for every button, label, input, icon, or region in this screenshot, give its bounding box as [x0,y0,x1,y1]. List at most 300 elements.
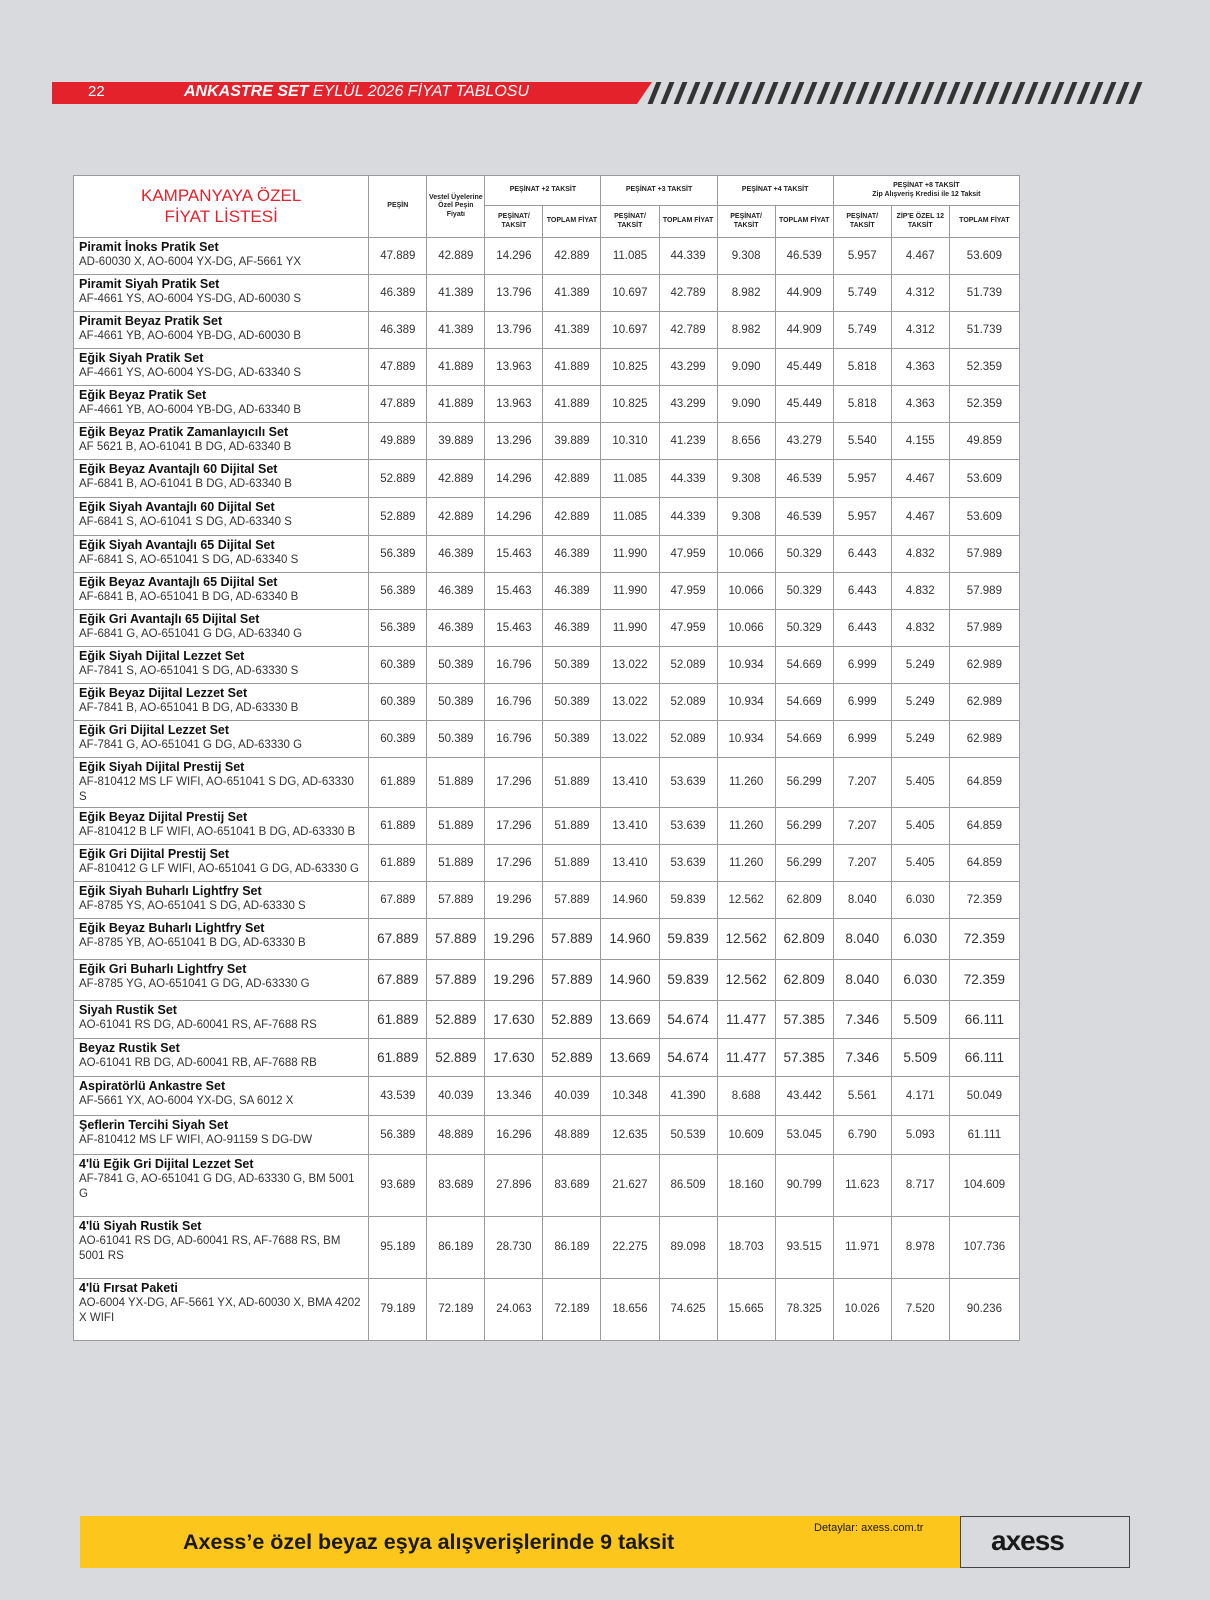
price-cell: 10.066 [717,610,775,647]
price-cell: 4.312 [891,275,949,312]
product-name: Eğik Siyah Avantajlı 65 Dijital Set [79,538,275,552]
price-cell: 53.639 [659,807,717,844]
price-cell: 44.339 [659,460,717,498]
price-cell: 12.562 [717,881,775,918]
product-codes: AO-6004 YX-DG, AF-5661 YX, AD-60030 X, BMA 4202 X WIFI [79,1296,361,1324]
price-cell: 4.171 [891,1076,949,1115]
price-cell: 61.111 [949,1115,1019,1154]
product-codes: AF-4661 YS, AO-6004 YS-DG, AD-60030 S [79,293,302,305]
price-cell: 5.957 [833,238,891,275]
price-cell: 50.329 [775,536,833,573]
price-cell: 46.389 [427,573,485,610]
product-name: Eğik Siyah Pratik Set [79,351,204,365]
product-codes: AF-7841 S, AO-651041 S DG, AD-63330 S [79,665,299,677]
price-cell: 12.562 [717,959,775,1000]
price-cell: 6.443 [833,610,891,647]
product-name: Eğik Siyah Buharlı Lightfry Set [79,883,262,898]
price-cell: 60.389 [369,647,427,684]
col-header-pesin: PEŞİN [369,176,427,238]
price-cell: 6.030 [891,959,949,1000]
price-cell: 18.656 [601,1278,659,1340]
price-cell: 14.296 [485,238,543,275]
product-cell [74,349,369,386]
product-codes: AF-7841 G, AO-651041 G DG, AD-63330 G, BM 5001 G [79,1172,355,1200]
table-row [74,423,1020,460]
product-cell [74,1038,369,1076]
price-cell: 67.889 [369,881,427,918]
price-cell: 11.085 [601,238,659,275]
product-name: Eğik Beyaz Pratik Zamanlayıcılı Set [79,425,289,439]
price-cell: 14.960 [601,881,659,918]
price-cell: 6.999 [833,647,891,684]
price-cell: 17.630 [485,1038,543,1076]
product-cell [74,573,369,610]
price-cell: 46.389 [543,573,601,610]
price-cell: 5.509 [891,1000,949,1038]
price-cell: 5.249 [891,647,949,684]
product-cell [74,460,369,498]
table-row [74,536,1020,573]
price-cell: 51.739 [949,312,1019,349]
header-stripes [652,82,1138,104]
group-header-8-line2: Zip Alışveriş Kredisi ile 12 Taksit [872,190,981,198]
price-cell: 17.630 [485,1000,543,1038]
price-cell: 52.889 [369,460,427,498]
price-cell: 42.889 [543,460,601,498]
price-cell: 7.520 [891,1278,949,1340]
price-cell: 13.022 [601,721,659,758]
header-stripe [765,82,779,104]
price-cell: 5.509 [891,1038,949,1076]
price-cell: 62.989 [949,721,1019,758]
promo-banner-text: Axess’e özel beyaz eşya alışverişlerinde 9 taksit [183,1530,675,1554]
price-cell: 59.839 [659,959,717,1000]
price-cell: 83.689 [543,1154,601,1216]
price-cell: 16.296 [485,1115,543,1154]
price-cell: 41.889 [427,386,485,423]
sub-header-toplam: TOPLAM FİYAT [659,206,717,238]
price-cell: 13.022 [601,684,659,721]
header-stripe [1116,82,1130,104]
price-cell: 53.609 [949,238,1019,275]
price-cell: 7.346 [833,1038,891,1076]
price-cell: 50.049 [949,1076,1019,1115]
price-cell: 11.085 [601,498,659,536]
price-cell: 5.405 [891,758,949,808]
price-cell: 48.889 [427,1115,485,1154]
price-cell: 13.796 [485,312,543,349]
product-codes: AF-4661 YS, AO-6004 YS-DG, AD-63340 S [79,367,302,379]
price-cell: 49.889 [369,423,427,460]
price-cell: 19.296 [485,918,543,959]
price-cell: 13.963 [485,349,543,386]
price-cell: 53.045 [775,1115,833,1154]
price-cell: 5.249 [891,684,949,721]
price-cell: 46.539 [775,238,833,275]
price-cell: 17.296 [485,758,543,808]
price-cell: 52.089 [659,647,717,684]
price-cell: 5.540 [833,423,891,460]
product-codes: AF-810412 B LF WIFI, AO-651041 B DG, AD-63330 B [79,825,356,838]
price-cell: 5.405 [891,844,949,881]
product-codes: AF-8785 YS, AO-651041 S DG, AD-63330 S [79,899,306,912]
price-cell: 57.989 [949,610,1019,647]
price-cell: 8.040 [833,881,891,918]
price-cell: 56.389 [369,1115,427,1154]
promo-banner [80,1516,960,1568]
price-cell: 46.389 [369,275,427,312]
price-cell: 57.385 [775,1000,833,1038]
product-cell [74,1076,369,1115]
price-cell: 56.299 [775,807,833,844]
price-cell: 10.697 [601,312,659,349]
price-cell: 9.308 [717,498,775,536]
price-cell: 11.623 [833,1154,891,1216]
price-cell: 52.889 [427,1038,485,1076]
price-cell: 54.669 [775,684,833,721]
price-cell: 11.990 [601,573,659,610]
price-cell: 13.296 [485,423,543,460]
price-cell: 8.982 [717,312,775,349]
price-cell: 5.749 [833,312,891,349]
product-codes: AF-810412 G LF WIFI, AO-651041 G DG, AD-63330 G [79,862,359,875]
price-cell: 10.697 [601,275,659,312]
price-cell: 9.308 [717,460,775,498]
header-stripe [739,82,753,104]
price-cell: 51.889 [543,758,601,808]
price-cell: 40.039 [427,1076,485,1115]
price-cell: 51.889 [427,807,485,844]
header-stripe [882,82,896,104]
price-cell: 40.039 [543,1076,601,1115]
price-cell: 16.796 [485,721,543,758]
price-cell: 56.299 [775,844,833,881]
price-cell: 41.389 [543,312,601,349]
price-cell: 6.030 [891,918,949,959]
header-stripe [960,82,974,104]
price-cell: 22.275 [601,1216,659,1278]
price-cell: 5.561 [833,1076,891,1115]
product-cell [74,721,369,758]
price-cell: 60.389 [369,721,427,758]
price-cell: 41.389 [543,275,601,312]
sub-header-pesinat: PEŞİNAT/ TAKSİT [717,206,775,238]
table-row [74,498,1020,536]
sub-header-pesinat: PEŞİNAT/ TAKSİT [485,206,543,238]
price-cell: 72.359 [949,881,1019,918]
product-cell [74,1115,369,1154]
product-cell [74,610,369,647]
product-codes: AF-810412 MS LF WIFI, AO-91159 S DG-DW [79,1133,313,1146]
price-cell: 45.449 [775,349,833,386]
price-cell: 9.308 [717,238,775,275]
price-cell: 42.889 [543,498,601,536]
price-cell: 15.463 [485,536,543,573]
price-cell: 64.859 [949,844,1019,881]
price-cell: 42.789 [659,312,717,349]
price-cell: 46.389 [543,536,601,573]
price-cell: 61.889 [369,758,427,808]
price-cell: 62.809 [775,918,833,959]
price-cell: 11.085 [601,460,659,498]
table-row [74,275,1020,312]
price-cell: 54.674 [659,1038,717,1076]
price-cell: 90.799 [775,1154,833,1216]
price-cell: 14.960 [601,918,659,959]
price-cell: 4.467 [891,498,949,536]
price-cell: 83.689 [427,1154,485,1216]
page-title [184,83,529,101]
sub-header-toplam: TOPLAM FİYAT [775,206,833,238]
product-cell [74,758,369,808]
price-cell: 86.189 [427,1216,485,1278]
table-row [74,844,1020,881]
product-name: Eğik Beyaz Dijital Lezzet Set [79,686,248,700]
price-table-body [74,238,1020,1341]
price-cell: 61.889 [369,1038,427,1076]
product-name: Piramit İnoks Pratik Set [79,240,219,254]
price-cell: 13.410 [601,758,659,808]
price-cell: 41.390 [659,1076,717,1115]
header-stripe [817,82,831,104]
product-cell [74,312,369,349]
price-cell: 17.296 [485,807,543,844]
price-cell: 18.703 [717,1216,775,1278]
price-cell: 56.389 [369,536,427,573]
price-cell: 28.730 [485,1216,543,1278]
price-cell: 46.539 [775,460,833,498]
product-cell [74,1154,369,1216]
price-cell: 43.442 [775,1076,833,1115]
table-row [74,1076,1020,1115]
price-cell: 90.236 [949,1278,1019,1340]
table-row [74,918,1020,959]
page-number: 22 [88,83,105,100]
price-cell: 47.889 [369,349,427,386]
price-cell: 10.825 [601,349,659,386]
product-name: Eğik Beyaz Buharlı Lightfry Set [79,920,265,935]
header-stripe [713,82,727,104]
price-cell: 5.818 [833,349,891,386]
price-cell: 52.889 [543,1000,601,1038]
product-name: Eğik Beyaz Dijital Prestij Set [79,809,248,824]
price-cell: 41.389 [427,312,485,349]
product-codes: AF-4661 YB, AO-6004 YB-DG, AD-63340 B [79,404,302,416]
price-cell: 5.818 [833,386,891,423]
price-cell: 43.279 [775,423,833,460]
price-cell: 6.999 [833,684,891,721]
price-cell: 8.040 [833,918,891,959]
product-name: Piramit Siyah Pratik Set [79,277,220,291]
product-codes: AF-7841 G, AO-651041 G DG, AD-63330 G [79,739,303,751]
price-cell: 41.889 [427,349,485,386]
price-cell: 52.089 [659,721,717,758]
product-codes: AF-810412 MS LF WIFI, AO-651041 S DG, AD-63330 S [79,776,354,803]
price-cell: 10.310 [601,423,659,460]
price-cell: 66.111 [949,1000,1019,1038]
header-stripe [1077,82,1091,104]
price-cell: 13.796 [485,275,543,312]
price-cell: 6.790 [833,1115,891,1154]
price-cell: 57.989 [949,573,1019,610]
price-cell: 9.090 [717,349,775,386]
table-row [74,647,1020,684]
price-cell: 4.363 [891,386,949,423]
sub-header-zip: ZİP'E ÖZEL 12 TAKSİT [891,206,949,238]
header-stripe [843,82,857,104]
table-row [74,1278,1020,1340]
product-codes: AF-6841 G, AO-651041 G DG, AD-63340 G [79,628,303,640]
price-cell: 50.329 [775,573,833,610]
price-cell: 17.296 [485,844,543,881]
price-cell: 72.359 [949,959,1019,1000]
header-stripe [1025,82,1039,104]
price-cell: 47.889 [369,238,427,275]
product-codes: AF-6841 S, AO-61041 S DG, AD-63340 S [79,516,292,528]
price-cell: 50.389 [543,721,601,758]
header-stripe [1064,82,1078,104]
price-cell: 5.957 [833,498,891,536]
table-row [74,1000,1020,1038]
price-cell: 64.859 [949,807,1019,844]
header-stripe [674,82,688,104]
price-cell: 16.796 [485,647,543,684]
product-codes: AF-8785 YB, AO-651041 B DG, AD-63330 B [79,936,306,949]
price-cell: 50.389 [427,684,485,721]
product-cell [74,959,369,1000]
price-cell: 44.339 [659,498,717,536]
table-row [74,386,1020,423]
group-header-3-taksit: PEŞİNAT +3 TAKSİT [601,176,717,206]
price-cell: 24.063 [485,1278,543,1340]
product-codes: AO-61041 RS DG, AD-60041 RS, AF-7688 RS [79,1018,317,1031]
price-cell: 57.889 [427,918,485,959]
table-row [74,238,1020,275]
price-cell: 18.160 [717,1154,775,1216]
price-cell: 61.889 [369,844,427,881]
table-row [74,460,1020,498]
price-cell: 43.299 [659,386,717,423]
price-cell: 74.625 [659,1278,717,1340]
price-cell: 104.609 [949,1154,1019,1216]
product-name: Eğik Beyaz Avantajlı 60 Dijital Set [79,462,278,476]
table-row [74,1216,1020,1278]
price-cell: 19.296 [485,881,543,918]
product-name: Piramit Beyaz Pratik Set [79,314,223,328]
product-codes: AO-61041 RB DG, AD-60041 RB, AF-7688 RB [79,1056,317,1069]
table-row [74,1154,1020,1216]
price-table [73,175,1020,1341]
price-cell: 7.346 [833,1000,891,1038]
price-cell: 15.463 [485,573,543,610]
price-cell: 41.889 [543,386,601,423]
sub-header-pesinat: PEŞİNAT/ TAKSİT [833,206,891,238]
price-cell: 79.189 [369,1278,427,1340]
price-cell: 89.098 [659,1216,717,1278]
product-name: Eğik Gri Buharlı Lightfry Set [79,961,247,976]
page-header [52,82,1162,106]
sub-header-pesinat: PEŞİNAT/ TAKSİT [601,206,659,238]
price-cell: 51.889 [427,844,485,881]
price-cell: 62.809 [775,959,833,1000]
product-cell [74,498,369,536]
price-cell: 10.934 [717,721,775,758]
price-cell: 11.990 [601,610,659,647]
price-cell: 41.239 [659,423,717,460]
header-stripe [1051,82,1065,104]
price-cell: 11.260 [717,758,775,808]
price-cell: 42.889 [427,460,485,498]
header-stripe [791,82,805,104]
price-cell: 61.889 [369,1000,427,1038]
product-codes: AF-6841 B, AO-651041 B DG, AD-63340 B [79,591,299,603]
header-stripe [752,82,766,104]
price-cell: 11.971 [833,1216,891,1278]
price-cell: 57.889 [543,881,601,918]
price-cell: 11.260 [717,807,775,844]
table-row [74,1038,1020,1076]
promo-details-link[interactable]: Detaylar: axess.com.tr [814,1522,924,1534]
product-name: Şeflerin Tercihi Siyah Set [79,1117,229,1132]
product-name: Eğik Gri Dijital Prestij Set [79,846,230,861]
sub-header-toplam: TOPLAM FİYAT [949,206,1019,238]
price-cell: 57.889 [427,881,485,918]
price-cell: 72.189 [543,1278,601,1340]
price-cell: 19.296 [485,959,543,1000]
price-cell: 56.299 [775,758,833,808]
price-cell: 47.959 [659,573,717,610]
header-stripe [778,82,792,104]
price-cell: 8.656 [717,423,775,460]
price-cell: 46.389 [369,312,427,349]
price-cell: 13.410 [601,844,659,881]
product-name: 4'lü Siyah Rustik Set [79,1218,202,1233]
header-stripe [1090,82,1104,104]
price-cell: 46.389 [543,610,601,647]
price-cell: 42.889 [427,498,485,536]
price-cell: 53.639 [659,844,717,881]
price-cell: 61.889 [369,807,427,844]
price-cell: 50.539 [659,1115,717,1154]
price-cell: 14.296 [485,498,543,536]
header-stripe [1129,82,1143,104]
product-name: Eğik Gri Dijital Lezzet Set [79,723,230,737]
price-cell: 49.859 [949,423,1019,460]
header-stripe [1012,82,1026,104]
product-cell [74,1000,369,1038]
price-cell: 8.717 [891,1154,949,1216]
header-stripe [986,82,1000,104]
price-cell: 9.090 [717,386,775,423]
price-cell: 39.889 [427,423,485,460]
product-cell [74,1278,369,1340]
price-cell: 7.207 [833,807,891,844]
price-cell: 15.463 [485,610,543,647]
table-row [74,573,1020,610]
price-cell: 6.443 [833,573,891,610]
product-name: Eğik Beyaz Pratik Set [79,388,207,402]
header-stripe [687,82,701,104]
price-cell: 52.089 [659,684,717,721]
price-cell: 11.990 [601,536,659,573]
price-cell: 62.809 [775,881,833,918]
price-cell: 13.669 [601,1000,659,1038]
product-name: Eğik Siyah Avantajlı 60 Dijital Set [79,500,275,514]
product-cell [74,1216,369,1278]
price-cell: 5.749 [833,275,891,312]
price-cell: 39.889 [543,423,601,460]
price-cell: 4.312 [891,312,949,349]
